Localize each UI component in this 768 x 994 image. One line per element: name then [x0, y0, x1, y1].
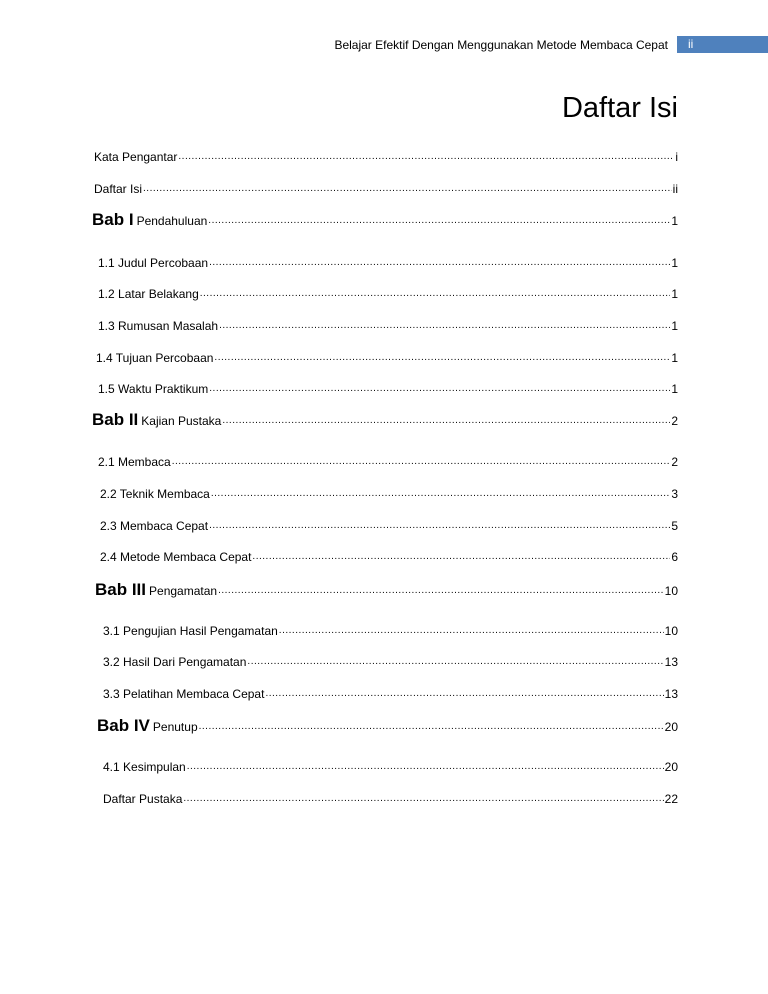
chapter-prefix: Bab IV [97, 716, 150, 735]
dot-leader [200, 287, 671, 301]
dot-leader [222, 414, 670, 428]
dot-leader [218, 584, 664, 598]
toc-entry-text: Pengamatan [149, 584, 218, 598]
toc-page-number: 10 [664, 584, 678, 598]
toc-entry-label [98, 382, 208, 396]
toc-entry-text: 3.2 Hasil Dari Pengamatan [103, 655, 247, 669]
toc-page-number: 13 [664, 655, 678, 669]
toc-entry-label [95, 580, 218, 599]
toc-entry-text: 2.1 Membaca [98, 455, 171, 469]
toc-entry-label [94, 182, 142, 196]
dot-leader [247, 655, 663, 669]
toc-page-number: 1 [671, 382, 678, 396]
toc-entry-label [98, 256, 208, 270]
toc-page-number: 1 [671, 214, 678, 228]
toc-page-number: i [675, 150, 678, 164]
toc-entry-text: 1.1 Judul Percobaan [98, 256, 209, 270]
toc-entry [98, 319, 678, 333]
toc-entry [103, 624, 678, 638]
toc-entry-label [103, 687, 264, 701]
toc-entry-label [103, 792, 182, 806]
running-title: Belajar Efektif Dengan Menggunakan Metode Membaca Cepat [334, 38, 668, 52]
toc-entry-label [98, 319, 218, 333]
toc-entry-text: 2.3 Membaca Cepat [100, 519, 209, 533]
toc-page-number: 1 [671, 319, 678, 333]
toc-entry-text: Pendahuluan [136, 214, 208, 228]
toc-entry-label [103, 655, 246, 669]
toc-entry-label [100, 550, 251, 564]
toc-entry-label [97, 716, 198, 735]
toc-page-number: 1 [671, 256, 678, 270]
toc-chapter-entry [95, 580, 678, 599]
toc-entry [100, 487, 678, 501]
dot-leader [252, 550, 670, 564]
toc-entry [103, 760, 678, 774]
toc-entry-label [100, 519, 208, 533]
toc-page-number: 2 [671, 414, 678, 428]
toc-entry-label [100, 487, 210, 501]
toc-page-number: 5 [671, 519, 678, 533]
toc-entry-label [92, 210, 208, 229]
toc-entry-label [98, 455, 171, 469]
toc-entry-text: 1.5 Waktu Praktikum [98, 382, 209, 396]
dot-leader [208, 214, 670, 228]
toc-page-number: 20 [664, 720, 678, 734]
toc-page-number: 13 [664, 687, 678, 701]
toc-chapter-entry [92, 410, 678, 429]
dot-leader [219, 319, 670, 333]
dot-leader [199, 720, 664, 734]
toc-entry-label [94, 150, 177, 164]
toc-entry-text: 1.2 Latar Belakang [98, 287, 199, 301]
toc-entry-text: Daftar Pustaka [103, 792, 183, 806]
toc-page-number: 1 [671, 351, 678, 365]
toc-entry-text: 3.3 Pelatihan Membaca Cepat [103, 687, 265, 701]
toc-entry [103, 792, 678, 806]
toc-entry-text: Penutup [152, 720, 198, 734]
toc-entry-text: Kata Pengantar [94, 150, 178, 164]
toc-page-number: 22 [664, 792, 678, 806]
dot-leader [172, 455, 671, 469]
toc-entry [98, 287, 678, 301]
page-header [0, 36, 768, 56]
toc-page-number: 1 [671, 287, 678, 301]
dot-leader [265, 687, 663, 701]
dot-leader [209, 256, 670, 270]
toc-entry-label [92, 410, 222, 429]
toc-entry-text: 2.2 Teknik Membaca [100, 487, 210, 501]
toc-page-number: 3 [671, 487, 678, 501]
chapter-prefix: Bab II [92, 410, 139, 429]
toc-entry-label [103, 760, 186, 774]
toc-entry [103, 655, 678, 669]
toc-entry-text: Daftar Isi [94, 182, 143, 196]
dot-leader [187, 760, 664, 774]
chapter-prefix: Bab I [92, 210, 134, 229]
toc-entry-text: 1.3 Rumusan Masalah [98, 319, 219, 333]
toc-entry-text: 3.1 Pengujian Hasil Pengamatan [103, 624, 278, 638]
dot-leader [214, 351, 670, 365]
toc-page-number: ii [672, 182, 678, 196]
chapter-prefix: Bab III [95, 580, 147, 599]
toc-page-number: 2 [671, 455, 678, 469]
toc-entry [94, 182, 678, 196]
toc-entry-label [98, 287, 199, 301]
toc-page-number: 20 [664, 760, 678, 774]
toc-entry [98, 382, 678, 396]
toc-entry [96, 351, 678, 365]
toc-entry-label [96, 351, 213, 365]
toc-entry-text: 4.1 Kesimpulan [103, 760, 186, 774]
toc-entry [98, 256, 678, 270]
toc-entry [103, 687, 678, 701]
page-number-badge: ii [677, 36, 768, 53]
toc-chapter-entry [92, 210, 678, 229]
page-title: Daftar Isi [561, 92, 678, 124]
toc-entry-text: 2.4 Metode Membaca Cepat [100, 550, 252, 564]
toc-chapter-entry [97, 716, 678, 735]
toc-entry [100, 550, 678, 564]
toc-entry-text: 1.4 Tujuan Percobaan [96, 351, 214, 365]
dot-leader [279, 624, 664, 638]
dot-leader [209, 519, 670, 533]
toc-page-number: 10 [664, 624, 678, 638]
toc-entry-label [103, 624, 278, 638]
dot-leader [209, 382, 670, 396]
toc-page-number: 6 [671, 550, 678, 564]
toc-entry-text: Kajian Pustaka [141, 414, 222, 428]
toc-entry [98, 455, 678, 469]
dot-leader [143, 182, 672, 196]
dot-leader [178, 150, 674, 164]
dot-leader [211, 487, 670, 501]
dot-leader [183, 792, 663, 806]
toc-entry [94, 150, 678, 164]
toc-entry [100, 519, 678, 533]
